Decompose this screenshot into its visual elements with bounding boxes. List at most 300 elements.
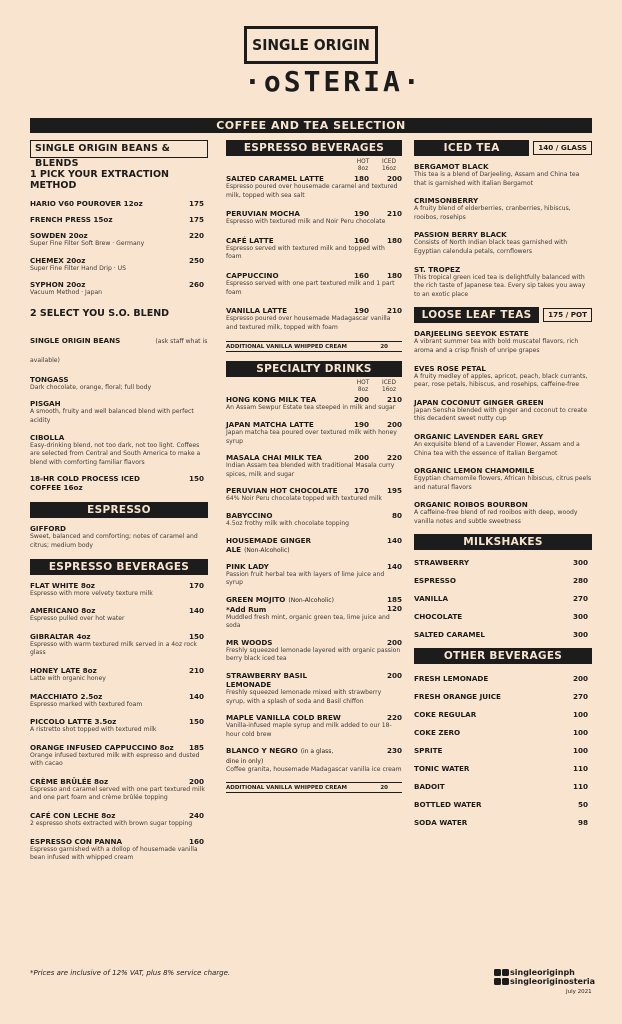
iced-price-value: 200 — [386, 671, 402, 681]
item-name-text: CAPPUCCINO — [226, 270, 279, 280]
item-desc: Muddled fresh mint, organic green tea, lime juice and soda — [226, 613, 390, 630]
cold-brew-item — [30, 474, 208, 492]
item-name: SOWDEN 20oz — [30, 231, 88, 240]
hot-size-label: HOT 8oz — [356, 159, 370, 172]
item-price: 280 — [572, 576, 588, 586]
item-price: 220 — [188, 231, 204, 240]
note-price: 20 — [380, 785, 388, 792]
iced-price — [387, 713, 402, 722]
iced-price-value: 195 — [386, 486, 402, 496]
item-price: 300 — [572, 630, 588, 640]
item-price: 175 — [188, 199, 204, 208]
menu-item — [30, 666, 208, 684]
iced-price-value: 230 — [386, 746, 402, 756]
item-desc: Freshly squeezed lemonade mixed with strawberry syrup, with a splash of soda and Basil chiffon — [226, 689, 382, 705]
item-name: GIBRALTAR 4oz — [30, 631, 91, 641]
hot-price: 160 — [354, 235, 370, 245]
item-name: FRESH LEMONADE — [414, 674, 489, 684]
menu-item — [226, 236, 402, 262]
menu-item — [414, 558, 592, 567]
item-name-text: PERUVIAN HOT CHOCOLATE — [226, 486, 338, 496]
menu-item — [30, 399, 208, 425]
iced-price — [387, 595, 402, 613]
menu-item — [226, 174, 402, 200]
iced-price — [387, 174, 402, 183]
item-desc: 4.5oz frothy milk with chocolate topping — [226, 519, 350, 527]
item-prices — [354, 595, 402, 613]
whipped-cream-note — [226, 341, 402, 352]
iced-price — [387, 306, 402, 315]
iced-price — [387, 209, 402, 218]
item-name: CHOCOLATE — [414, 612, 463, 622]
menu-item — [226, 486, 402, 504]
item-name: HONEY LATE 8oz — [30, 665, 97, 675]
item-price: 50 — [577, 800, 588, 810]
item-name: BOTTLED WATER — [414, 800, 482, 810]
iced-price-value: 210 — [386, 395, 402, 405]
beans-note: (ask staff what is available) — [30, 337, 208, 364]
facebook-icon — [494, 969, 501, 976]
item-desc: 2 espresso shots extracted with brown sugar topping — [30, 820, 193, 828]
menu-item — [226, 671, 402, 706]
note-label: ADDITIONAL VANILLA WHIPPED CREAM — [226, 785, 347, 792]
item-desc: Espresso served with one part textured milk and 1 part foam — [226, 279, 395, 296]
menu-item — [226, 746, 402, 775]
item-name-text: HOUSEMADE GINGER ALE — [226, 535, 312, 554]
item-name: TONIC WATER — [414, 764, 470, 774]
item-prices — [354, 420, 402, 429]
iced-price-value: 185 — [386, 594, 402, 604]
menu-item — [414, 612, 592, 621]
hot-size-label: HOT 8oz — [356, 380, 370, 394]
column-teas — [414, 140, 592, 836]
item-name-text: MR WOODS — [226, 637, 273, 647]
item-price: 270 — [572, 692, 588, 702]
item-name-text: STRAWBERRY BASIL LEMONADE — [226, 671, 308, 690]
item-price: 210 — [188, 665, 204, 675]
item-desc: Vacuum Method · Japan — [30, 289, 103, 297]
item-desc: An exquisite blend of a Lavender Flower, Assam and a China tea with the essence of Italian Bergamot — [414, 440, 580, 457]
item-name-text: JAPAN MATCHA LATTE — [226, 419, 314, 429]
item-price: 110 — [572, 764, 588, 774]
item-price: 100 — [572, 746, 588, 756]
iced-price — [387, 746, 402, 755]
item-name-text: MAPLE VANILLA COLD BREW — [226, 713, 341, 723]
menu-item — [226, 395, 402, 413]
whipped-cream-note-2 — [226, 782, 402, 793]
menu-item — [414, 162, 592, 188]
instagram-icon — [502, 978, 509, 985]
other-beverages-header: OTHER BEVERAGES — [414, 648, 592, 664]
item-name: SYPHON 20oz — [30, 280, 86, 290]
item-name: FRESH ORANGE JUICE — [414, 692, 501, 702]
item-price: 240 — [188, 811, 204, 821]
iced-price-value: 200 — [386, 637, 402, 647]
item-name-text: HONG KONG MILK TEA — [226, 395, 317, 405]
item-prices — [354, 306, 402, 315]
item-name: DARJEELING SEEYOK ESTATE — [414, 329, 529, 339]
iced-price-value: 140 — [386, 535, 402, 545]
specialty-header: SPECIALTY DRINKS — [226, 361, 402, 377]
menu-item — [414, 594, 592, 603]
item-note: (Non-Alcoholic) — [244, 546, 290, 554]
item-desc: A ristretto shot topped with textured milk — [30, 726, 157, 734]
item-desc: Espresso with warm textured milk served in a 4oz rock glass — [30, 640, 197, 657]
brand-logo — [244, 26, 423, 98]
item-desc: Latte with organic honey — [30, 674, 106, 682]
menu-item — [226, 713, 402, 739]
item-price: 185 — [188, 742, 204, 752]
item-name: EVES ROSE PETAL — [414, 363, 486, 373]
menu-item — [30, 256, 208, 274]
social-handle-2: singleoriginosteria — [510, 977, 596, 986]
iced-price — [387, 395, 402, 404]
menu-item — [30, 231, 208, 249]
menu-item — [414, 818, 592, 827]
menu-item — [414, 728, 592, 737]
item-name: PASSION BERRY BLACK — [414, 230, 507, 240]
item-name: SALTED CARAMEL — [414, 630, 485, 640]
item-desc: Sweet, balanced and comforting; notes of caramel and citrus; medium body — [30, 533, 198, 549]
iced-price — [387, 236, 402, 245]
menu-item — [30, 606, 208, 624]
hot-price: 180 — [354, 174, 370, 183]
item-name: FLAT WHITE 8oz — [30, 580, 95, 590]
item-name: SODA WATER — [414, 818, 468, 828]
item-desc: Espresso and caramel served with one part textured milk and one part foam and crème brûlée topping — [30, 785, 205, 802]
menu-item — [414, 329, 592, 355]
menu-item — [414, 710, 592, 719]
iced-tea-price: 140 / GLASS — [533, 141, 592, 155]
loose-leaf-header-row — [414, 307, 592, 323]
item-desc: Japan matcha tea poured over textured milk with honey syrup — [226, 428, 397, 445]
menu-item — [414, 782, 592, 791]
item-desc: Vanilla-infused maple syrup and milk added to our 18-hour cold brew — [226, 722, 392, 738]
addon-price: 120 — [386, 603, 402, 613]
item-name: CRÈME BRÛLÉE 8oz — [30, 776, 109, 786]
item-price: 300 — [572, 558, 588, 568]
facebook-icon — [494, 978, 501, 985]
item-name: ESPRESSO CON PANNA — [30, 836, 123, 846]
hot-price: 200 — [354, 453, 370, 463]
hot-price: 190 — [354, 306, 370, 316]
iced-tea-header: ICED TEA — [414, 140, 529, 156]
note-price: 20 — [380, 344, 388, 351]
milkshakes-header: MILKSHAKES — [414, 534, 592, 550]
iced-price-value: 180 — [386, 270, 402, 280]
menu-item — [226, 271, 402, 297]
item-desc: A caffeine-free blend of red rooibos with deep, woody vanilla notes and subtle sweetness — [414, 509, 578, 525]
item-name: ST. TROPEZ — [414, 264, 461, 274]
item-prices — [354, 395, 402, 404]
menu-item — [414, 674, 592, 683]
item-desc: A smooth, fruity and well balanced blend with perfect acidity — [30, 408, 194, 424]
iced-price — [387, 638, 402, 647]
item-name-text: GREEN MOJITO — [226, 594, 286, 604]
item-desc: Espresso marked with textured foam — [30, 700, 143, 708]
item-name-text: VANILLA LATTE — [226, 306, 288, 316]
beans-row — [30, 328, 208, 366]
menu-item — [30, 837, 208, 863]
item-note: (in a glass, dine in only) — [226, 748, 334, 766]
item-prices — [354, 562, 402, 571]
beans-label: SINGLE ORIGIN BEANS — [30, 335, 121, 345]
menu-item — [30, 717, 208, 735]
item-price: 270 — [572, 594, 588, 604]
item-price: 200 — [572, 674, 588, 684]
item-desc: This tea is a blend of Darjeeling, Assam and China tea that is garnished with Italian Bergamot — [414, 171, 580, 187]
item-prices — [354, 453, 402, 462]
iced-price-value: 220 — [386, 453, 402, 463]
item-name: VANILLA — [414, 594, 449, 604]
menu-item — [414, 576, 592, 585]
item-name: ORGANIC LAVENDER EARL GREY — [414, 431, 544, 441]
item-desc: An Assam Sewpur Estate tea steeped in milk and sugar — [226, 404, 396, 412]
item-name-text: SALTED CARAMEL LATTE — [226, 174, 324, 183]
item-desc: 64% Noir Peru chocolate topped with textured milk — [226, 495, 382, 503]
step1-title: 1 PICK YOUR EXTRACTION METHOD — [30, 169, 169, 191]
menu-item — [414, 265, 592, 300]
item-desc: Easy-drinking blend, not too dark, not too light. Coffees are selected from Central and South America to make a blend with comforting familiar flavors — [30, 441, 201, 466]
item-prices — [354, 174, 402, 183]
iced-price-value: 210 — [386, 209, 402, 219]
iced-price-value: 220 — [386, 713, 402, 723]
menu-item — [30, 375, 208, 393]
item-name: MACCHIATO 2.5oz — [30, 691, 103, 701]
item-desc: Freshly squeezed lemonade layered with organic passion berry black iced tea — [226, 646, 401, 663]
item-price: 150 — [188, 474, 204, 484]
item-desc: This tropical green iced tea is delightfully balanced with the rich taste of Japanese tea. Every sip takes you away to an exotic place — [414, 273, 586, 298]
item-name: ORGANIC LEMON CHAMOMILE — [414, 466, 535, 476]
item-price: 160 — [188, 836, 204, 846]
item-price: 170 — [188, 580, 204, 590]
brand-subname: ·oSTERIA· — [244, 65, 423, 98]
menu-item — [414, 432, 592, 458]
item-prices — [354, 271, 402, 280]
item-name: STRAWBERRY — [414, 558, 470, 568]
social-handle-1: singleoriginph — [510, 968, 575, 977]
social-handles — [494, 968, 595, 986]
beans-header: SINGLE ORIGIN BEANS & BLENDS — [30, 140, 208, 158]
hot-price: 170 — [354, 486, 370, 496]
iced-price-value: 80 — [391, 510, 402, 520]
item-price: 100 — [572, 710, 588, 720]
item-prices — [354, 638, 402, 647]
iced-price — [387, 453, 402, 462]
item-price: 200 — [188, 776, 204, 786]
item-desc: Super Fine Filter Soft Brew · Germany — [30, 240, 145, 247]
loose-leaf-header: LOOSE LEAF TEAS — [414, 307, 539, 323]
item-desc: A fruity medley of apples, apricot, peach, black currants, pear, rose petals, hibiscus, and rosehips, caffeine-free — [414, 372, 588, 389]
section-banner: COFFEE AND TEA SELECTION — [30, 118, 592, 133]
menu-item — [30, 215, 208, 224]
item-desc: Passion fruit herbal tea with layers of lime juice and syrup — [226, 570, 385, 587]
brand-name: SINGLE ORIGIN — [244, 26, 378, 64]
item-name: TONGASS — [30, 374, 69, 384]
menu-item — [30, 280, 208, 298]
menu-item — [226, 306, 402, 332]
item-name: JAPAN COCONUT GINGER GREEN — [414, 397, 544, 407]
size-header — [226, 156, 402, 174]
iced-price — [387, 536, 402, 545]
menu-item — [226, 562, 402, 588]
item-desc: Orange infused textured milk with espresso and dusted with cacao — [30, 751, 200, 768]
menu-item — [30, 581, 208, 599]
item-price: 110 — [572, 782, 588, 792]
item-desc: Egyptian chamomile flowers, African hibiscus, citrus peels and natural flavors — [414, 475, 592, 491]
menu-item — [226, 453, 402, 479]
menu-item — [414, 398, 592, 424]
menu-item — [30, 692, 208, 710]
iced-price — [387, 671, 402, 680]
item-price: 300 — [572, 612, 588, 622]
item-name-text: BABYCCINO — [226, 510, 273, 520]
item-desc: Japan Sensha blended with ginger and coconut to create this decadent sweet nutty cup — [414, 406, 588, 423]
item-prices — [354, 236, 402, 245]
menu-item — [226, 536, 402, 555]
item-addon: *Add Rum — [226, 604, 267, 614]
menu-item — [414, 746, 592, 755]
menu-item — [414, 764, 592, 773]
item-desc: Super Fine Filter Hand Drip · US — [30, 264, 127, 272]
item-name-text: CAFÉ LATTE — [226, 235, 274, 245]
menu-item — [30, 199, 208, 208]
item-desc: Espresso poured over housemade caramel and textured milk, topped with sea salt — [226, 183, 398, 199]
item-name: GIFFORD — [30, 524, 67, 534]
hot-price: 200 — [354, 395, 370, 405]
item-desc: Espresso with textured milk and Noir Peru chocolate — [226, 218, 386, 226]
item-note: (Non-Alcoholic) — [288, 596, 334, 604]
size-header-2 — [226, 377, 402, 395]
item-name-text: MASALA CHAI MILK TEA — [226, 453, 322, 463]
iced-price-value: 200 — [386, 419, 402, 429]
menu-item — [414, 800, 592, 809]
menu-item — [226, 511, 402, 529]
item-name: SPRITE — [414, 746, 443, 756]
item-name-text: PERUVIAN MOCHA — [226, 209, 300, 219]
iced-price-value: 210 — [386, 306, 402, 316]
column-beans — [30, 140, 208, 871]
item-name: CIBOLLA — [30, 432, 65, 442]
item-desc: Dark chocolate, orange, floral; full body — [30, 383, 152, 391]
item-price: 250 — [188, 255, 204, 265]
item-desc: Espresso garnished with a dollop of housemade vanilla bean infused with whipped cream — [30, 845, 198, 862]
iced-price — [387, 486, 402, 495]
item-name: PICCOLO LATTE 3.5oz — [30, 717, 117, 727]
item-desc: A vibrant summer tea with bold muscatel flavors, rich aroma and a crisp finish of unripe grapes — [414, 338, 579, 354]
espresso-header: ESPRESSO — [30, 502, 208, 518]
item-name: COKE ZERO — [414, 728, 461, 738]
menu-item — [414, 230, 592, 256]
item-name: AMERICANO 8oz — [30, 606, 96, 616]
item-desc: Coffee granita, housemade Madagascar vanilla ice cream — [226, 766, 402, 774]
item-price: 100 — [572, 728, 588, 738]
iced-size-label: ICED 16oz — [382, 159, 396, 172]
item-prices — [354, 486, 402, 495]
item-desc: Espresso poured over housemade Madagascar vanilla and textured milk, topped with foam — [226, 315, 391, 331]
espresso-beverages-header-2: ESPRESSO BEVERAGES — [226, 140, 402, 156]
menu-item — [30, 811, 208, 829]
iced-price-value: 180 — [386, 235, 402, 245]
item-desc: A fruity blend of elderberries, cranberries, hibiscus, rooibos, rosehips — [414, 205, 571, 221]
iced-price — [387, 420, 402, 429]
item-name: BERGAMOT BLACK — [414, 162, 489, 171]
espresso-beverages-header: ESPRESSO BEVERAGES — [30, 559, 208, 575]
item-price: 150 — [188, 717, 204, 727]
item-prices — [354, 511, 402, 520]
item-name-text: BLANCO Y NEGRO — [226, 746, 298, 756]
hot-price: 190 — [354, 419, 370, 429]
item-name: BADOIT — [414, 782, 445, 792]
menu-item — [414, 630, 592, 639]
item-prices — [354, 209, 402, 218]
item-desc: Indian Assam tea blended with traditional Masala curry spices, milk and sugar — [226, 462, 395, 478]
item-price: 140 — [188, 691, 204, 701]
column-espresso-specialty — [226, 140, 402, 793]
instagram-icon — [502, 969, 509, 976]
item-name: CHEMEX 20oz — [30, 255, 86, 265]
item-name-text: PINK LADY — [226, 561, 269, 571]
item-name: 18-HR COLD PROCESS ICED COFFEE 16oz — [30, 474, 140, 493]
menu-item — [226, 638, 402, 664]
item-desc: Espresso with more velvety texture milk — [30, 589, 153, 597]
item-name: ORANGE INFUSED CAPPUCCINO 8oz — [30, 742, 174, 752]
hot-price: 190 — [354, 209, 370, 219]
item-name: COKE REGULAR — [414, 710, 477, 720]
item-name: PISGAH — [30, 399, 61, 409]
item-price: 98 — [577, 818, 588, 828]
menu-date: July 2021 — [566, 989, 592, 995]
iced-tea-header-row — [414, 140, 592, 156]
item-price: 140 — [188, 606, 204, 616]
item-desc: Espresso pulled over hot water — [30, 615, 125, 623]
item-price: 175 — [188, 215, 204, 224]
item-name: FRENCH PRESS 15oz — [30, 215, 113, 224]
hot-price: 160 — [354, 270, 370, 280]
menu-item — [414, 364, 592, 390]
menu-item — [414, 196, 592, 222]
menu-item — [226, 209, 402, 227]
menu-item — [30, 632, 208, 658]
menu-item — [30, 777, 208, 803]
iced-price — [392, 511, 402, 520]
gifford-item — [30, 524, 208, 550]
iced-price-value: 140 — [386, 561, 402, 571]
note-label: ADDITIONAL VANILLA WHIPPED CREAM — [226, 344, 347, 351]
menu-item — [30, 433, 208, 468]
item-desc: Consists of North Indian black teas garnished with Egyptian calendula petals, cornflowers — [414, 239, 568, 255]
item-prices — [354, 536, 402, 545]
item-desc: Espresso served with textured milk and topped with foam — [226, 244, 385, 261]
item-prices — [354, 713, 402, 722]
loose-leaf-price: 175 / POT — [543, 308, 592, 322]
item-name: CAFÉ CON LECHE 8oz — [30, 811, 116, 821]
item-price: 260 — [188, 280, 204, 290]
menu-item — [414, 500, 592, 526]
item-prices — [354, 746, 402, 755]
menu-item — [414, 466, 592, 492]
menu-item — [226, 420, 402, 446]
iced-price-value: 200 — [386, 174, 402, 183]
item-prices — [354, 671, 402, 680]
iced-price — [387, 271, 402, 280]
step2-title: 2 SELECT YOU S.O. BLEND — [30, 307, 170, 319]
iced-size-label: ICED 16oz — [382, 380, 396, 394]
menu-item — [414, 692, 592, 701]
item-price: 150 — [188, 631, 204, 641]
item-name: HARIO V60 POUROVER 12oz — [30, 199, 143, 208]
iced-price — [387, 562, 402, 571]
